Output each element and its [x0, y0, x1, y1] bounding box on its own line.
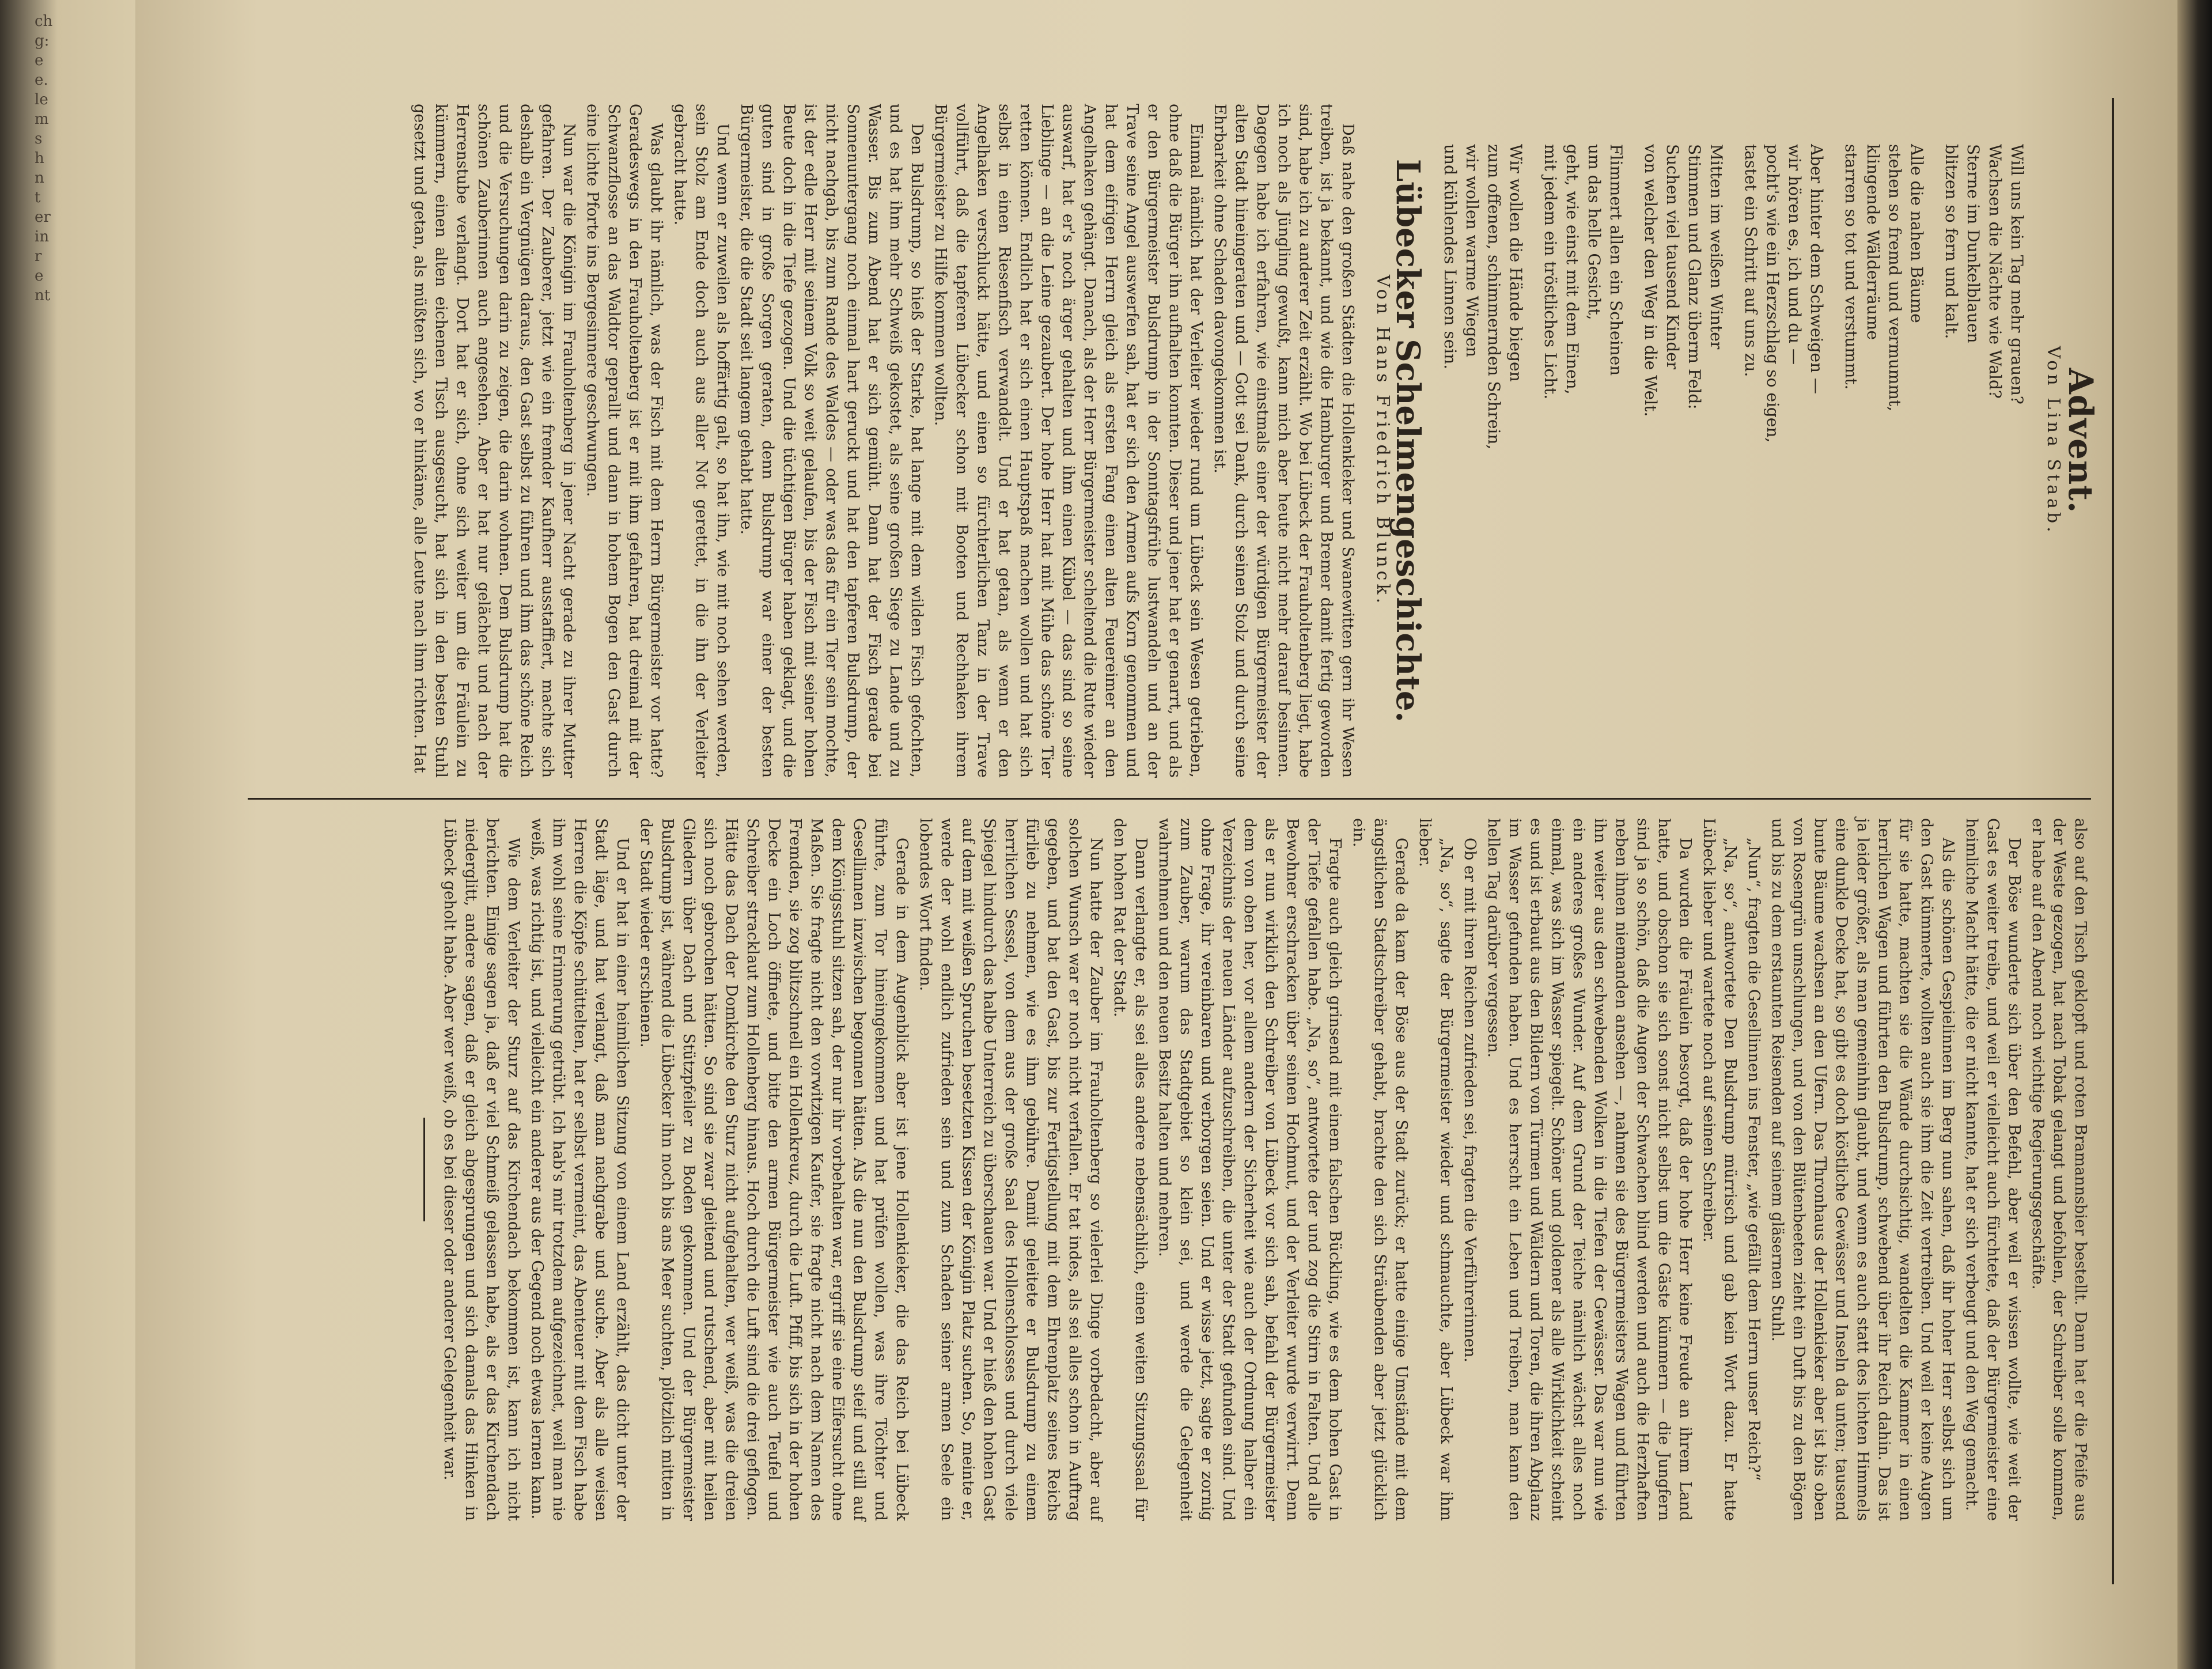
story-paragraph: Den Bulsdrump, so hieß der Starke, hat lange mit dem wilden Fisch gefochten, und es hat ihm mehr Schweiß gekostet, als seine großen Siege zu Lande und zu Wasser. Bis zum Abend hat er sich gemüht. Dann hat der Fisch gerade bei Sonnenuntergang noch einmal hart geruckt und hat den tapferen Bulsdrump, der nicht nachgab, bis zum Rande des Waldes — oder was das für ein Tier sein mochte, ist der edle Herr mit seinem Volk so weit gelaufen, bis der Fisch mit seiner hohen Beute doch in die Tiefe gezogen. Und die tüchtigen Bürger haben geklagt, und die guten sind in große Sorgen geraten, denn Bulsdrump war einer der besten Bürgermeister, die die Stadt seit langem gehabt hatte. [737, 104, 926, 778]
poem-stanza: Mitten im weißen Winter Stimmen und Glanz überm Feld: Suchen viel tausend Kinder von welcher den Weg in die Welt. [1641, 144, 1726, 417]
column-left [407, 104, 2100, 778]
story-paragraph: Als die schönen Gespielinnen im Berg nun sahen, daß ihr hoher Herr selbst sich um den Gast kümmerte, wollten auch sie ihm die Zeit vertreiben. Und weil er keine Augen für sie hatte, machten sie die Wände durchsichtig, wandelten die Kammer in einen herrlichen Wagen und führten den Bulsdrump, schwebend über ihr Reich dahin. Das ist ja leider größer, als man gemeinhin glaubt, und wenn es auch statt des lichten Himmels eine dunkle Decke hat, so gibt es doch köstliche Gewässer und Inseln da unten; tausend bunte Bäume wachsen an den Ufern. Das Thronhaus der Hollenkieker aber ist bis oben von Rosengrün umschlungen, und von den Blütenbeeten zieht ein Duft bis zu den Bögen und bis zu dem erstaunten Reisenden auf seinem gläsernen Stuhl. [1768, 818, 1957, 1521]
poem-stanza: Wir wollen die Hände biegen zum offenen, schimmernden Schrein, wir wollen warme Wiegen und kühlendes Linnen sein. [1441, 144, 1525, 450]
poem-stanza: Flimmert allen ein Scheinen um das helle Gesicht, geht, wie einst mit dem Einen, mit jedem ein tröstliches Licht. [1541, 144, 1626, 400]
poem-stanza: Will uns kein Tag mehr grauen? Wachsen die Nächte wie Wald? Sterne im Dunkelblauen blitzen so fern und kalt. [1942, 144, 2027, 404]
story-paragraph: „Na, so“, sagte der Bürgermeister wieder und schmauchte, aber Lübeck war ihm lieber. [1416, 818, 1455, 1521]
story-paragraph: Gerade da kam der Böse aus der Stadt zurück; er hatte einige Umstände mit dem ängstlichen Stadtschreiber gehabt, brachte den sich Sträubenden aber jetzt glücklich ein. [1350, 818, 1410, 1521]
top-rule [2112, 98, 2114, 1584]
poem-stanza: Aber hinter dem Schweigen — wir hören es, ich und du — pocht's wie ein Herzschlag so eigen, tastet ein Schritt auf uns zu. [1741, 144, 1826, 443]
story-paragraph: Und er hat in einer heimlichen Sitzung von einem Land erzählt, das dicht unter der Stadt läge, und hat verlangt, daß man nachgrabe und suche. Aber als alle weisen Herren die Köpfe schüttelten, hat er selbst vermeint, das Abenteuer mit dem Fisch habe ihm wohl seine Erinnerung getrübt. Ich hab's mir trotzdem aufgezeichnet, weil man nie weiß, was richtig ist, und vielleicht ein anderer aus der Gegend noch etwas lernen kann. [528, 818, 631, 1521]
newspaper-page [135, 0, 2177, 1669]
story-paragraph: Was glaubt ihr nämlich, was der Fisch mit dem Herrn Bürgermeister vor hatte? Geradeswegs in den Frauholtenberg ist er mit ihm gefahren, hat dreimal mit der Schwanzflosse an das Waldtor geprallt und dann in hohem Bogen den Gast durch eine lichte Pforte ins Bergesinnere geschwungen. [584, 104, 665, 778]
story-paragraph: Ob er mit ihren Reichen zufrieden sei, fragten die Verführerinnen. [1461, 838, 1479, 1363]
story-title: Lübecker Schelmengeschichte. [1389, 158, 1427, 723]
rotated-page-content [135, 0, 2177, 1669]
story-paragraph: Dann verlangte er, als sei alles andere nebensächlich, einen weiten Sitzungssaal für den hohen Rat der Stadt. [1111, 818, 1150, 1521]
story-paragraph: Einmal nämlich hat der Verleiter wieder rund um Lübeck sein Wesen getrieben, ohne daß die Bürger ihn aufhalten konnten. Dieser und jener hat er genarrt, und als er den Bürgermeister Bulsdrump in der Sonntagsfrühe lustwandeln und an der Trave seine Angel auswerfen sah, hat er sich den Armen aufs Korn genommen und hat dem eifrigen Herrn gleich als ersten Fang einen alten Feuereimer an den Angelhaken gehängt. Danach, als der Herr Bürgermeister scheltend die Rute wieder auswarf, hat er's noch ärger gehalten und ihm einen Kübel — das sind so seine Lieblinge — an die Leine gezaubert. Der hohe Herr hat mit Mühe das schöne Tier retten können. Endlich hat er sich einen Hauptspaß machen wollen und hat sich selbst in einen Riesenfisch verwandelt. Und er hat getan, als wenn er den Angelhaken verschluckt hätte, und einen so fürchterlichen Tanz in der Trave vollführt, daß die tapferen Lübecker schon mit Booten und Rechhaken ihrem Bürgermeister zu Hilfe kommen wollten. [931, 104, 1205, 778]
story-paragraph: Nun war die Königin im Frauholtenberg in jener Nacht gerade zu ihrer Mutter gefahren. Der Zauberer, jetzt wie ein fremder Kaufherr ausstaffiert, machte sich deshalb ein Vergnügen daraus, den Gast selbst zu führen und ihm das schöne Reich und die Versuchungen darin zu zeigen, die darin wohnen. Dem Bulsdrump hat die schönen Zauberinnen auch angesehen. Aber er hat nur gelächelt und nach der Herrenstube verlangt. Dort hat er sich, ohne sich weiter um die Fräulein zu kümmern, einen alten eichenen Tisch ausgesucht, hat sich in den besten Stuhl gesetzt und getan, als müßten sich, wo er hinkäme, alle Leute nach ihm richten. Hat [411, 104, 578, 778]
poem-stanza: Alle die nahen Bäume stehen so fremd und vermummt, klingende Wälderräume starren so tot und verstummt. [1842, 144, 1926, 412]
poem-author: Von Lina Staab. [2043, 346, 2063, 536]
end-rule [423, 1118, 425, 1221]
left-margin-fragments: ch g: e e. le m s h n t er in r e nt [35, 13, 53, 304]
story-paragraph: „Na, so“, antwortete Den Bulsdrump mürrisch und gab kein Wort dazu. Er hatte Lübeck lieber und wartete noch auf seinen Schreiber. [1700, 818, 1739, 1521]
story-paragraph: Da wurden die Fräulein besorgt, daß der hohe Herr keine Freude an ihrem Land hatte, und obschon sie sich sonst nicht selbst um die Gäste kümmern — die Jungfern sind ja so schön, daß die Augen der Schwachen blind werden und auch die Herzhaften neben ihnen niemanden ansehen —, nahmen sie des Bürgermeisters Wagen und führten ihn weiter aus den schwebenden Wolken in die Tiefen der Gewässer. Das war nun wie ein anderes großes Wunder. Auf dem Grund der Teiche nämlich wächst alles noch einmal, was sich im Wasser spiegelt. Schöner und goldener als alle Wirklichkeit scheint es und ist erbaut aus den Bildern von Türmen und Wäldern und Toren, die ihren Abglanz im Wasser gefunden haben. Und es herrscht ein Leben und Treiben, man kann den hellen Tag darüber vergessen. [1484, 818, 1694, 1521]
story-paragraph: also auf den Tisch geklopft und roten Bramannsbier bestellt. Dann hat er die Pfeife aus der Weste gezogen, hat nach Tobak gelangt und befohlen, der Schreiber solle kommen, er habe auf den Abend noch wichtige Regierungsgeschäfte. [2029, 818, 2089, 1521]
column-divider [248, 798, 2091, 800]
story-paragraph: Und wenn er zuweilen als hoffärtig galt, so hat ihn, wie mit noch sehen werden, sein Stolz am Ende doch auch aus aller Not gerettet, in die ihn der Verleiter gebracht hatte. [671, 104, 732, 778]
story-paragraph: Daß nahe den großen Städten die Hollenkieker und Swanewitten gern ihr Wesen treiben, ist ja bekannt, und wie die Hamburger und Bremer damit fertig geworden sind, habe ich zu anderer Zeit erzählt. Wo bei Lübeck der Frauholtenberg liegt, habe ich noch als Jüngling gewußt, kann mich aber heute nicht mehr darauf besinnen. Dagegen habe ich erfahren, wie einstmals einer der würdigen Bürgermeister der alten Stadt hineingeraten und — Gott sei Dank, durch seinen Stolz und durch seine Ehrbarkeit ohne Schaden davongekommen ist. [1211, 104, 1357, 778]
story-paragraph: Der Böse wunderte sich über den Befehl, aber weil er wissen wollte, wie weit der Gast es weiter treibe, und weil er vielleicht auch fürchtete, daß der Bürgermeister eine heimliche Macht hätte, die er nicht kannte, hat er sich verbeugt und den Weg gemacht. [1963, 818, 2023, 1521]
story-paragraph: „Nun“, fragten die Gesellinnen ins Fenster, „wie gefällt dem Herrn unser Reich?“ [1745, 838, 1763, 1481]
column-right [423, 818, 2091, 1521]
story-paragraph: Nun hatte der Zauber im Frauholtenberg so vielerlei Dinge vorbedacht, aber auf solchen Wunsch war er noch nicht verfallen. Er tat indes, als sei alles schon in Auftrag gegeben, und bat den Gast, bis zur Fertigstellung mit dem Ehrenplatz seines Reichs fürlieb zu nehmen, wie es ihm gebühre. Damit geleitete er Bulsdrump zu einem herrlichen Sessel, von dem aus der große Saal des Hollenschlosses und durch viele Spiegel hindurch das halbe Unterreich zu überschauen war. Und er hieß den hohen Gast auf dem mit weißen Spruchen besetzten Kissen der Königin Platz suchen. So, meinte er, werde der wohl endlich zufrieden sein und zum Schaden seiner armen Seele ein lobendes Wort finden. [916, 818, 1105, 1521]
story-paragraph: Wie dem Verleiter der Sturz auf das Kirchendach bekommen ist, kann ich nicht berichten. Einige sagen ja, daß er viel Schmeiß gelassen habe, als er das Kirchendach niederglitt, andere sagen, daß er gleich abgesprungen und sich damals das Hinken in Lübeck geholt habe. Aber wer weiß, ob es bei dieser oder anderer Gelegenheit war. [441, 818, 522, 1521]
poem-title: Advent. [2061, 368, 2100, 514]
story-paragraph: Gerade in dem Augenblick aber ist jene Hollenkieker, die das Reich bei Lübeck führte, zum Tor hineingekommen und hat prüfen wollen, was ihre Töchter und Gesellinnen inzwischen begonnen hätten. Als die nun den Bulsdrump steif und still auf dem Königsstuhl sitzen sah, der nur ihr vorbehalten war, ergriff sie eine Eifersucht ohne Maßen. Sie fragte nicht den vorwitzigen Kaufer, sie fragte nicht nach dem Namen des Fremden, sie zog blitzschnell ein Hollenkreuz, durch die Luft. Pfiff, bis sich in der hohen Decke ein Loch öffnete, und bitte den armen Bürgermeister wie auch Teufel und Schreiber stracklaut zum Hollenberg hinaus. Hoch durch die Luft sind die drei geflogen. Hätte das Dach der Domkirche den Sturz nicht aufgehalten, wer weiß, was die dreien sich noch gebrochen hätten. So sind sie zwar gleitend und rutschend, aber mit heilen Gliedern über Dach und Stützpfeiler zu Boden gekommen. Und der Bürgermeister Bulsdrump ist, während die Lübecker ihn noch bis ans Meer suchten, plötzlich mitten in der Stadt wieder erschienen. [637, 818, 911, 1521]
story-paragraph: Fragte auch gleich grinsend mit einem falschen Bückling, wie es dem hohen Gast in der Tiefe gefallen habe. „Na, so“, antwortete der und zog die Stirn in Falten. Und alle Bewohner erschracken über seinen Hochmut, und der Verleiter wurde verwirrt. Denn als er nun wirklich den Schreiber von Lübeck vor sich sah, befahl der Bürgermeister dem von oben her, vor allem andern der Sicherheit wie auch der Ordnung halber ein Verzeichnis der neuen Länder aufzuschreiben, die unter der Stadt gefunden sind. Und ohne Frage, ihr vereinbaren und verborgen seien. Und er wisse jetzt, sagte er zornig zum Zauber, warum das Stadtgebiet so klein sei, und werde die Gelegenheit wahrnehmen und den neuen Besitz halten und mehren. [1156, 818, 1344, 1521]
story-author: Von Hans Friedrich Blunck. [1373, 274, 1393, 607]
book-spine [2177, 0, 2212, 1669]
